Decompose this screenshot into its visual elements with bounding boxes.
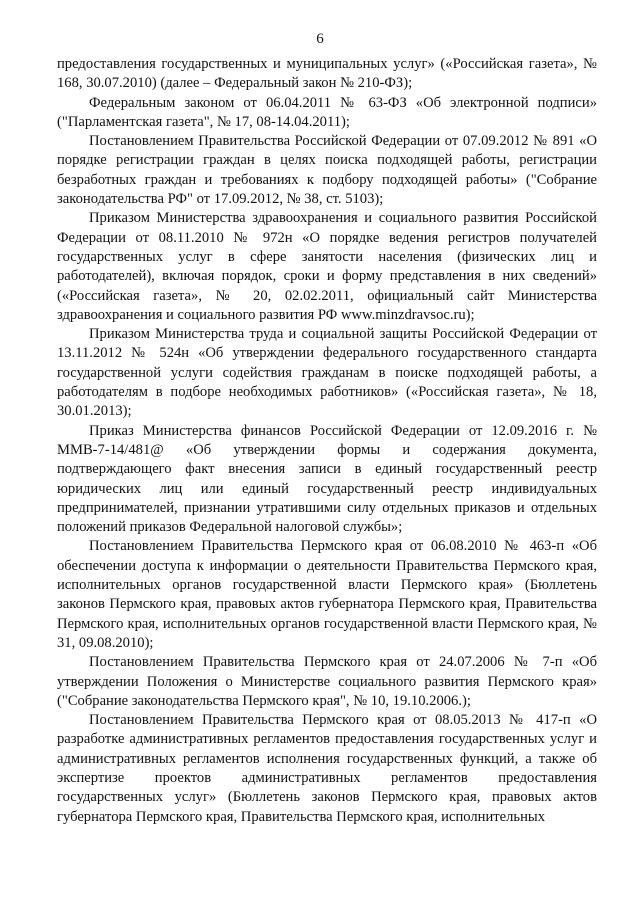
paragraph-continuation: предоставления государственных и муниципальных услуг» («Российская газета», № 168, 30.07.2010) (далее – Федеральный закон № 210-ФЗ);: [57, 56, 597, 92]
paragraph: Постановлением Правительства Пермского края от 06.08.2010 № 463-п «Об обеспечении доступа к информации о деятельности Правительства Пермского края, исполнительных органов государственной власти Пермского края» (Бюллетень законов Пермского края, правовых актов губернатора Пермского края, Правительства Пермского края, исполнительных органов государственной власти Пермского края, № 31, 09.08.2010);: [57, 538, 597, 651]
document-body: [57, 55, 597, 827]
paragraph: Постановлением Правительства Пермского края от 08.05.2013 № 417-п «О разработке административных регламентов предоставления государственных услуг и административных регламентов исполнения государственных функций, а также об экспертизе проектов административных регламентов предоставления государственных услуг» (Бюллетень законов Пермского края, правовых актов губернатора Пермского края, Правительства Пермского края, исполнительных: [57, 712, 597, 825]
paragraph: Приказ Министерства финансов Российской Федерации от 12.09.2016 г. № ММВ-7-14/481@ «Об утверждении формы и содержания документа, подтверждающего факт внесения записи в единый государственный реестр юридических лиц или единый государственный реестр индивидуальных предпринимателей, признании утратившими силу отдельных приказов и отдельных положений приказов Федеральной налоговой службы»;: [57, 422, 597, 536]
page-number: 6: [316, 31, 324, 47]
paragraph: Приказом Министерства здравоохранения и социального развития Российской Федерации от 08.11.2010 № 972н «О порядке ведения регистров получателей государственных услуг в сфере занятости населения (физических лиц и работодателей), включая порядок, сроки и форму представления в них сведений» («Российская газета», № 20, 02.02.2011, официальный сайт Министерства здравоохранения и социального развития РФ www.minzdravsoc.ru);: [57, 210, 597, 323]
paragraph: Постановлением Правительства Пермского края от 24.07.2006 № 7-п «Об утверждении Положения о Министерстве социального развития Пермского края» ("Собрание законодательства Пермского края", № 10, 19.10.2006.);: [57, 654, 597, 709]
paragraph: Федеральным законом от 06.04.2011 № 63-ФЗ «Об электронной подписи» ("Парламентская газета", № 17, 08-14.04.2011);: [57, 94, 597, 130]
paragraph: Постановлением Правительства Российской Федерации от 07.09.2012 № 891 «О порядке регистрации граждан в целях поиска подходящей работы, регистрации безработных граждан и требованиях к подбору подходящей работы» ("Собрание законодательства РФ" от 17.09.2012, № 38, ст. 5103);: [57, 133, 597, 208]
paragraph: Приказом Министерства труда и социальной защиты Российской Федерации от 13.11.2012 № 524н «Об утверждении федерального государственного стандарта государственной услуги содействия гражданам в поиске подходящей работы, а работодателям в подборе необходимых работников» («Российская газета», № 18, 30.01.2013);: [57, 326, 597, 420]
